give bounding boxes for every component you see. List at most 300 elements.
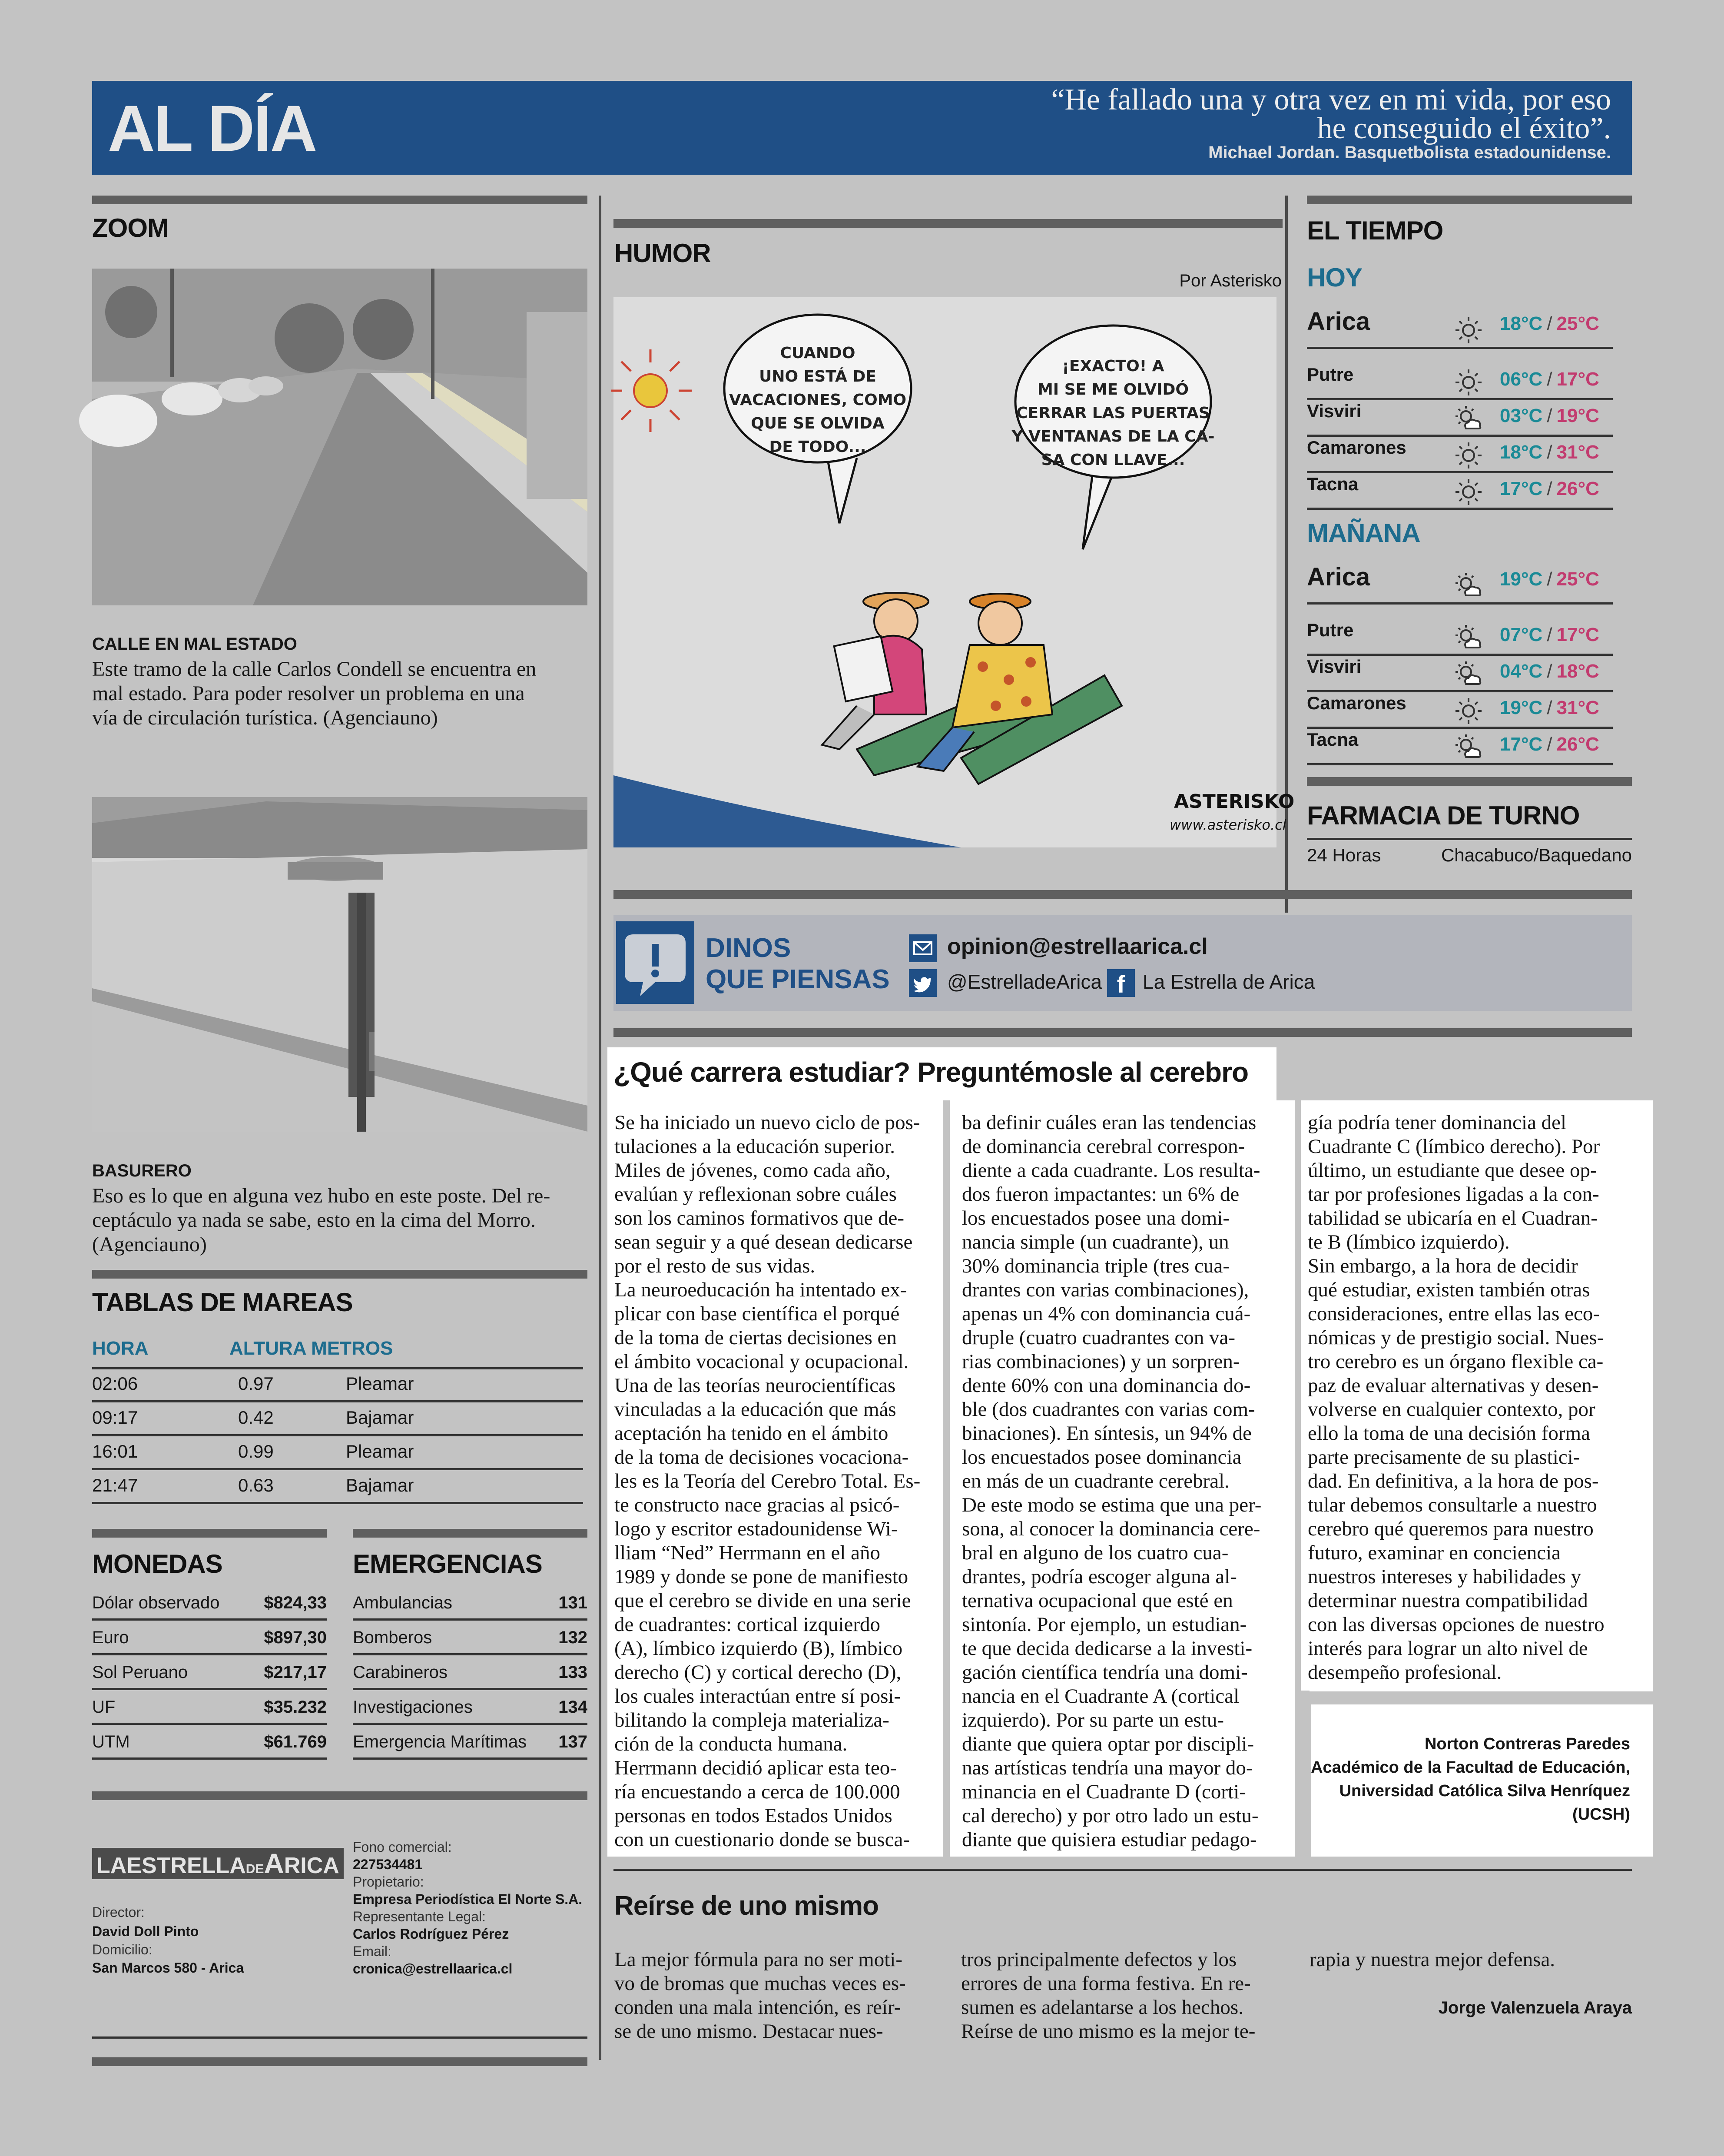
weather-temp-low: 07°C xyxy=(1500,624,1543,645)
article-line: La neuroeducación ha intentado ex- xyxy=(614,1279,907,1301)
masthead-top-rule xyxy=(92,1791,587,1800)
article-line: ría encuestando a cerca de 100.000 xyxy=(614,1781,900,1803)
sun-icon xyxy=(1453,367,1484,398)
partly-cloudy-icon xyxy=(1453,732,1484,763)
article-line: nuestros intereses y habilidades y xyxy=(1308,1565,1581,1588)
monedas-heading: MONEDAS xyxy=(92,1549,222,1578)
propietario-value: Empresa Periodística El Norte S.A. xyxy=(353,1891,583,1907)
article-top-rule xyxy=(613,1028,1632,1037)
article-line: derecho (C) y cortical derecho (D), xyxy=(614,1661,902,1684)
photo2-caption-line1: Eso es lo que en alguna vez hubo en este poste. Del re- xyxy=(92,1184,550,1207)
photo1-caption-line1: Este tramo de la calle Carlos Condell se encuentra en xyxy=(92,658,537,681)
article2-author: Jorge Valenzuela Araya xyxy=(1438,1998,1632,2017)
article-col3-bottom-left-gap xyxy=(1301,1691,1311,1857)
weather-temp-sep: / xyxy=(1547,568,1552,590)
article-line: con las diversas opciones de nuestro xyxy=(1308,1613,1605,1636)
weather-city: Visviri xyxy=(1307,401,1362,421)
farmacia-location: Chacabuco/Baquedano xyxy=(1441,845,1632,865)
tides-header-rule xyxy=(92,1367,583,1369)
article-line: volverse en cualquier contexto, por xyxy=(1308,1398,1595,1421)
article-author-name: Norton Contreras Paredes xyxy=(1424,1735,1630,1753)
article-line: te B (límbico izquierdo). xyxy=(1308,1231,1510,1253)
weather-city: Camarones xyxy=(1307,437,1406,458)
speech-bubble-line: QUE SE OLVIDA xyxy=(751,415,885,432)
weather-temp-low: 06°C xyxy=(1500,369,1543,390)
contact-twitter[interactable]: @EstrelladeArica xyxy=(947,970,1102,993)
emergencias-name: Emergencia Marítimas xyxy=(353,1732,527,1751)
tide-altura: 0.63 xyxy=(238,1475,274,1495)
zoom-photo-street xyxy=(92,269,587,605)
weather-temps xyxy=(1500,478,1599,500)
weather-row-rule xyxy=(1307,654,1613,656)
article-line: gía podría tener dominancia del xyxy=(1308,1111,1567,1134)
article-line: lliam “Ned” Herrmann en el año xyxy=(614,1541,881,1564)
article-line: Reírse de uno mismo es la mejor te- xyxy=(961,2020,1256,2043)
article-line: sean seguir y a qué desean dedicarse xyxy=(614,1231,913,1253)
monedas-row-rule xyxy=(92,1688,327,1690)
tide-tipo: Bajamar xyxy=(346,1407,414,1428)
tide-altura: 0.42 xyxy=(238,1407,274,1428)
article-line: rapia y nuestra mejor defensa. xyxy=(1310,1948,1555,1971)
article-line: rias combinaciones) y un sorpren- xyxy=(962,1350,1240,1373)
monedas-row-rule xyxy=(92,1723,327,1725)
weather-city: Arica xyxy=(1307,563,1370,591)
article-line: diente a cada cuadrante. Los resulta- xyxy=(962,1159,1260,1182)
left-bottom-rule xyxy=(92,2057,587,2066)
tide-tipo: Bajamar xyxy=(346,1475,414,1495)
contact-title-line1: DINOS xyxy=(706,933,791,963)
article-line: paz de evaluar alternativas y desen- xyxy=(1308,1374,1599,1397)
article-line: los cuales interactúan entre sí posi- xyxy=(614,1685,901,1708)
article-line: cal derecho) y por otro lado un estu- xyxy=(962,1804,1259,1827)
humor-cartoon xyxy=(613,297,1295,847)
weather-row-rule xyxy=(1307,508,1613,510)
tide-hora: 02:06 xyxy=(92,1373,138,1394)
article2-title: Reírse de uno mismo xyxy=(614,1891,879,1921)
humor-heading: HUMOR xyxy=(614,239,711,268)
twitter-icon[interactable] xyxy=(909,969,937,997)
tides-heading: TABLAS DE MAREAS xyxy=(92,1288,353,1317)
speech-bubble-line: DE TODO... xyxy=(769,438,866,456)
weather-temps xyxy=(1500,697,1599,719)
article-title-box xyxy=(607,1047,1276,1101)
article-line: personas en todos Estados Unidos xyxy=(614,1804,892,1827)
domicilio-label: Domicilio: xyxy=(92,1942,153,1957)
propietario-label: Propietario: xyxy=(353,1874,424,1890)
article-line: los encuestados posee dominancia xyxy=(962,1446,1242,1468)
newspaper-logo xyxy=(92,1848,344,1879)
article-line: tar por profesiones ligadas a la con- xyxy=(1308,1183,1599,1206)
article-title: ¿Qué carrera estudiar? Preguntémosle al cerebro xyxy=(613,1056,1249,1088)
monedas-value: $217,17 xyxy=(264,1663,327,1682)
monedas-value: $897,30 xyxy=(264,1628,327,1647)
director-label: Director: xyxy=(92,1904,145,1920)
monedas-name: Dólar observado xyxy=(92,1593,220,1612)
article-line: aceptación ha tenido en el ámbito xyxy=(614,1422,889,1445)
contact-top-rule xyxy=(613,890,1632,899)
article-line: errores de una forma festiva. En re- xyxy=(961,1972,1251,1995)
article2-top-rule xyxy=(613,1869,1632,1871)
tide-row-rule xyxy=(92,1468,583,1470)
tide-hora: 09:17 xyxy=(92,1407,138,1428)
article-line: bral en alguno de los cuatro cua- xyxy=(962,1541,1229,1564)
speech-bubble-line: UNO ESTÁ DE xyxy=(759,368,876,385)
article2-column-3 xyxy=(1310,1948,1631,1972)
article-line: les es la Teoría del Cerebro Total. Es- xyxy=(614,1470,921,1492)
weather-row-rule xyxy=(1307,435,1613,437)
weather-row-rule xyxy=(1307,602,1613,605)
article-line: Una de las teorías neurocientíficas xyxy=(614,1374,896,1397)
article-line: binaciones). En síntesis, un 94% de xyxy=(962,1422,1252,1445)
speech-bubble-line: VACACIONES, COMO xyxy=(729,391,907,409)
weather-heading: EL TIEMPO xyxy=(1307,216,1443,245)
farmacia-rule xyxy=(1307,838,1632,840)
article-line: ello la toma de una decisión forma xyxy=(1308,1422,1590,1445)
masthead-bottom-rule xyxy=(92,2036,587,2039)
zoom-heading: ZOOM xyxy=(92,213,169,243)
article-line: dad. En definitiva, a la hora de pos- xyxy=(1308,1470,1599,1492)
article-author-box xyxy=(1311,1704,1653,1848)
article-line: el ámbito vocacional y ocupacional. xyxy=(614,1350,909,1373)
article-line: de la toma de decisiones vocaciona- xyxy=(614,1446,909,1468)
article-line: apenas un 4% con dominancia cuá- xyxy=(962,1302,1251,1325)
weather-temp-high: 18°C xyxy=(1556,661,1599,682)
mail-icon xyxy=(909,934,937,962)
weather-temp-sep: / xyxy=(1547,478,1552,499)
rep-label: Representante Legal: xyxy=(353,1909,486,1924)
emergencias-value: 134 xyxy=(558,1698,587,1717)
header-banner xyxy=(92,81,1632,175)
email-value[interactable]: cronica@estrellaarica.cl xyxy=(353,1961,513,1977)
rep-value: Carlos Rodríguez Pérez xyxy=(353,1926,509,1942)
weather-temp-high: 19°C xyxy=(1556,405,1599,426)
weather-temps xyxy=(1500,568,1599,590)
article-line: con un cuestionario donde se busca- xyxy=(614,1828,910,1851)
article-line: 1989 y donde se pone de manifiesto xyxy=(614,1565,908,1588)
speech-bubble-line: ¡EXACTO! A xyxy=(1062,357,1164,375)
photo1-title: CALLE EN MAL ESTADO xyxy=(92,635,297,654)
weather-temp-high: 17°C xyxy=(1556,624,1599,645)
speech-bubble-line: SA CON LLAVE... xyxy=(1041,451,1185,469)
article-line: ción de la conducta humana. xyxy=(614,1733,848,1755)
weather-city: Visviri xyxy=(1307,656,1362,677)
photo2-caption-line3: (Agenciauno) xyxy=(92,1233,207,1256)
weather-temps xyxy=(1500,442,1599,463)
contact-facebook[interactable]: La Estrella de Arica xyxy=(1143,970,1315,993)
weather-temps xyxy=(1500,313,1599,335)
article-line: tulaciones a la educación superior. xyxy=(614,1135,895,1158)
article-line: Sin embargo, a la hora de decidir xyxy=(1308,1255,1578,1277)
weather-temp-low: 18°C xyxy=(1500,313,1543,334)
weather-city: Tacna xyxy=(1307,729,1359,750)
tide-altura: 0.99 xyxy=(238,1441,274,1462)
emergencias-value: 131 xyxy=(558,1593,587,1612)
emergencias-row-rule xyxy=(353,1653,587,1655)
article-line: en más de un cuadrante cerebral. xyxy=(962,1470,1230,1492)
monedas-value: $35.232 xyxy=(264,1698,327,1717)
emergencias-row-rule xyxy=(353,1618,587,1621)
weather-temp-low: 17°C xyxy=(1500,734,1543,755)
article-line: drantes, podría escoger alguna al- xyxy=(962,1565,1237,1588)
emergencias-value: 132 xyxy=(558,1628,587,1647)
article-line: bilitando la compleja materializa- xyxy=(614,1709,889,1731)
article-line: vo de bromas que muchas veces es- xyxy=(614,1972,906,1995)
article-line: tular debemos consultarle a nuestro xyxy=(1308,1494,1597,1516)
photo2-title: BASURERO xyxy=(92,1161,192,1180)
article-author-role-3: (UCSH) xyxy=(1572,1805,1630,1824)
emergencias-heading: EMERGENCIAS xyxy=(353,1549,542,1578)
logo-estrella: ESTRELLA xyxy=(126,1853,246,1878)
tides-col-altura: ALTURA METROS xyxy=(229,1338,393,1359)
email-label: Email: xyxy=(353,1943,391,1959)
weather-city: Tacna xyxy=(1307,474,1359,494)
column-divider-left xyxy=(599,196,601,2060)
tide-row-rule xyxy=(92,1502,583,1504)
contact-email[interactable]: opinion@estrellaarica.cl xyxy=(947,934,1208,959)
weather-temp-high: 17°C xyxy=(1556,369,1599,390)
monedas-row-rule xyxy=(92,1653,327,1655)
article-line: drantes con varias combinaciones), xyxy=(962,1279,1249,1301)
logo-de: DE xyxy=(245,1862,264,1876)
fono-label: Fono comercial: xyxy=(353,1839,452,1855)
logo-rica: RICA xyxy=(284,1853,339,1878)
article-line: futuro, examinar en conciencia xyxy=(1308,1541,1561,1564)
article-line: los encuestados posee una domi- xyxy=(962,1207,1230,1229)
article-line: La mejor fórmula para no ser moti- xyxy=(614,1948,902,1971)
article-line: nancia en el Cuadrante A (cortical xyxy=(962,1685,1240,1708)
article-line: vinculadas a la educación que más xyxy=(614,1398,896,1421)
tide-row-rule xyxy=(92,1434,583,1436)
article-line: nómicas y de prestigio social. Nues- xyxy=(1308,1326,1604,1349)
article-line: sintonía. Por ejemplo, un estudian- xyxy=(962,1613,1247,1636)
weather-temps xyxy=(1500,661,1599,682)
article-line: tro cerebro es un órgano flexible ca- xyxy=(1308,1350,1604,1373)
cartoon-signature: ASTERISKO xyxy=(1174,791,1295,813)
weather-temp-sep: / xyxy=(1547,624,1552,645)
cartoon-website: www.asterisko.cl xyxy=(1170,817,1286,833)
article-line: izquierdo). Por su parte un estu- xyxy=(962,1709,1224,1731)
article-line: De este modo se estima que una per- xyxy=(962,1494,1262,1516)
header-quote-line2: he conseguido el éxito”. xyxy=(1317,112,1611,145)
tide-tipo: Pleamar xyxy=(346,1441,414,1462)
speech-bubble-line: CERRAR LAS PUERTAS xyxy=(1016,404,1210,422)
article-line: evalúan y reflexionan sobre cuáles xyxy=(614,1183,897,1206)
tide-altura: 0.97 xyxy=(238,1373,274,1394)
article-line: gación científica tendría una domi- xyxy=(962,1661,1248,1684)
sun-icon xyxy=(1453,315,1484,346)
monedas-value: $61.769 xyxy=(264,1732,327,1751)
article-line: que el cerebro se divide en una serie xyxy=(614,1589,911,1612)
article-line: son los caminos formativos que de- xyxy=(614,1207,905,1229)
emergencias-top-rule xyxy=(353,1529,587,1538)
article-line: consideraciones, entre ellas las eco- xyxy=(1308,1302,1600,1325)
tides-top-rule xyxy=(92,1270,587,1279)
emergencias-row-rule xyxy=(353,1757,587,1760)
article-line: Herrmann decidió aplicar esta teo- xyxy=(614,1757,897,1779)
article-line: sumen es adelantarse a los hechos. xyxy=(961,1996,1243,2019)
weather-today-label: HOY xyxy=(1307,263,1363,292)
sun-icon xyxy=(1453,440,1484,471)
weather-temps xyxy=(1500,624,1599,646)
farmacia-hours: 24 Horas xyxy=(1307,845,1381,865)
header-quote-author: Michael Jordan. Basquetbolista estadounidense. xyxy=(1208,143,1611,162)
article-line: cerebro qué queremos para nuestro xyxy=(1308,1518,1594,1540)
article-line: determinar nuestra compatibilidad xyxy=(1308,1589,1588,1612)
article-line: tros principalmente defectos y los xyxy=(961,1948,1237,1971)
weather-temp-sep: / xyxy=(1547,313,1552,334)
article-line: dente 60% con una dominancia do- xyxy=(962,1374,1251,1397)
tide-hora: 21:47 xyxy=(92,1475,138,1495)
logo-a: A xyxy=(264,1848,284,1879)
sun-icon xyxy=(1453,695,1484,727)
humor-top-rule xyxy=(613,219,1283,228)
weather-temps xyxy=(1500,734,1599,755)
monedas-value: $824,33 xyxy=(264,1593,327,1612)
article-column-gap-1 xyxy=(943,1100,950,1857)
monedas-name: Sol Peruano xyxy=(92,1663,188,1682)
tides-col-hora: HORA xyxy=(92,1338,149,1359)
weather-temp-low: 03°C xyxy=(1500,405,1543,426)
partly-cloudy-icon xyxy=(1453,570,1484,601)
photo1-caption-line3: vía de circulación turística. (Agenciauno) xyxy=(92,706,438,729)
monedas-name: UF xyxy=(92,1698,116,1717)
weather-row-rule xyxy=(1307,471,1613,473)
article-line: te que decida dedicarse a la investi- xyxy=(962,1637,1253,1660)
monedas-top-rule xyxy=(92,1529,327,1538)
weather-temp-high: 26°C xyxy=(1556,478,1599,499)
tide-tipo: Pleamar xyxy=(346,1373,414,1394)
article-line: se de uno mismo. Destacar nues- xyxy=(614,2020,883,2043)
article-line: logo y escritor estadounidense Wi- xyxy=(614,1518,898,1540)
weather-city: Arica xyxy=(1307,307,1370,336)
zoom-photo-pole xyxy=(92,797,587,1132)
article-line: nas artísticas tendría una mayor do- xyxy=(962,1757,1253,1779)
weather-temp-high: 25°C xyxy=(1556,568,1599,590)
article-line: de la toma de ciertas decisiones en xyxy=(614,1326,897,1349)
partly-cloudy-icon xyxy=(1453,659,1484,690)
article-line: dos fueron impactantes: un 6% de xyxy=(962,1183,1240,1206)
article-column-2 xyxy=(962,1111,1289,1852)
weather-temp-sep: / xyxy=(1547,697,1552,718)
article-line: diante que quiera optar por discipli- xyxy=(962,1733,1254,1755)
monedas-name: UTM xyxy=(92,1732,130,1751)
emergencias-row-rule xyxy=(353,1688,587,1690)
speech-bubble-line: Y VENTANAS DE LA CA- xyxy=(1011,428,1215,445)
article-line: de cuadrantes: cortical izquierdo xyxy=(614,1613,881,1636)
weather-row-rule xyxy=(1307,347,1613,349)
article-line: ble (dos cuadrantes con varias com- xyxy=(962,1398,1255,1421)
photo2-caption-line2: ceptáculo ya nada se sabe, esto en la cima del Morro. xyxy=(92,1209,536,1232)
humor-byline: Por Asterisko xyxy=(1179,271,1282,290)
article-line: druple (cuatro cuadrantes con va- xyxy=(962,1326,1235,1349)
emergencias-row-rule xyxy=(353,1723,587,1725)
article-line: interés para lograr un alto nivel de xyxy=(1308,1637,1588,1660)
tide-hora: 16:01 xyxy=(92,1441,138,1462)
emergencias-value: 137 xyxy=(558,1732,587,1751)
monedas-row-rule xyxy=(92,1618,327,1621)
weather-temp-sep: / xyxy=(1547,405,1552,426)
article-line: te constructo nace gracias al psicó- xyxy=(614,1494,900,1516)
emergencias-name: Investigaciones xyxy=(353,1698,473,1717)
article-line: Miles de jóvenes, como cada año, xyxy=(614,1159,891,1182)
partly-cloudy-icon xyxy=(1453,622,1484,654)
article-line: ba definir cuáles eran las tendencias xyxy=(962,1111,1257,1134)
logo-la: LA xyxy=(96,1853,127,1878)
article-line: (A), límbico izquierdo (B), límbico xyxy=(614,1637,903,1660)
weather-temp-sep: / xyxy=(1547,661,1552,682)
article-line: qué estudiar, existen también otras xyxy=(1308,1279,1590,1301)
emergencias-name: Bomberos xyxy=(353,1628,432,1647)
partly-cloudy-icon xyxy=(1453,403,1484,435)
farmacia-top-rule xyxy=(1307,777,1632,786)
photo1-caption-line2: mal estado. Para poder resolver un problema en una xyxy=(92,682,525,705)
weather-temp-high: 31°C xyxy=(1556,697,1599,718)
monedas-row-rule xyxy=(92,1757,327,1760)
article-line: de dominancia cerebral correspon- xyxy=(962,1135,1245,1158)
weather-row-rule xyxy=(1307,763,1613,765)
weather-temp-high: 31°C xyxy=(1556,442,1599,463)
article-column-3 xyxy=(1308,1111,1646,1684)
comment-icon xyxy=(616,921,694,1004)
weather-row-rule xyxy=(1307,690,1613,692)
weather-tomorrow-label: MAÑANA xyxy=(1307,518,1420,548)
tide-row-rule xyxy=(92,1400,583,1402)
zoom-top-rule xyxy=(92,196,587,204)
weather-temp-low: 19°C xyxy=(1500,697,1543,718)
article-col3-bottom-gap xyxy=(1301,1691,1653,1704)
monedas-name: Euro xyxy=(92,1628,129,1647)
article-line: por el resto de sus vidas. xyxy=(614,1255,816,1277)
article-line: Cuadrante C (límbico derecho). Por xyxy=(1308,1135,1600,1158)
article-column-gap-2 xyxy=(1295,1100,1301,1857)
weather-temps xyxy=(1500,405,1599,427)
article-line: 30% dominancia triple (tres cua- xyxy=(962,1255,1230,1277)
weather-temp-low: 04°C xyxy=(1500,661,1543,682)
weather-temp-high: 25°C xyxy=(1556,313,1599,334)
weather-temp-low: 18°C xyxy=(1500,442,1543,463)
article2-column-2 xyxy=(961,1948,1283,2043)
emergencias-value: 133 xyxy=(558,1663,587,1682)
speech-bubble-line: MI SE ME OLVIDÓ xyxy=(1037,381,1189,399)
weather-city: Putre xyxy=(1307,364,1354,385)
weather-city: Camarones xyxy=(1307,693,1406,713)
weather-row-rule xyxy=(1307,398,1613,400)
article2-column-1 xyxy=(614,1948,934,2043)
section-title: AL DÍA xyxy=(108,92,316,165)
article-column-1 xyxy=(614,1111,937,1852)
header-quote-line1: “He fallado una y otra vez en mi vida, por eso xyxy=(1051,83,1611,116)
article-author-role-2: Universidad Católica Silva Henríquez xyxy=(1339,1782,1630,1800)
weather-row-rule xyxy=(1307,727,1613,729)
article-line: minancia en el Cuadrante D (corti- xyxy=(962,1781,1246,1803)
weather-temp-sep: / xyxy=(1547,442,1552,463)
article-line: desempeño profesional. xyxy=(1308,1661,1502,1684)
weather-temp-low: 17°C xyxy=(1500,478,1543,499)
contact-title-line2: QUE PIENSAS xyxy=(706,964,890,994)
facebook-icon[interactable]: f xyxy=(1107,969,1135,997)
contact-banner xyxy=(613,915,1632,1011)
article-line: conden una mala intención, es reír- xyxy=(614,1996,901,2019)
weather-temp-high: 26°C xyxy=(1556,734,1599,755)
emergencias-name: Carabineros xyxy=(353,1663,448,1682)
article-author-role-1: Académico de la Facultad de Educación, xyxy=(1311,1758,1630,1777)
article-line: diante que quisiera estudiar pedago- xyxy=(962,1828,1257,1851)
article-line: sona, al conocer la dominancia cere- xyxy=(962,1518,1260,1540)
article-line: nancia simple (un cuadrante), un xyxy=(962,1231,1229,1253)
weather-top-rule xyxy=(1307,196,1632,204)
emergencias-name: Ambulancias xyxy=(353,1593,453,1612)
article-line: ternativa ocupacional que esté en xyxy=(962,1589,1233,1612)
